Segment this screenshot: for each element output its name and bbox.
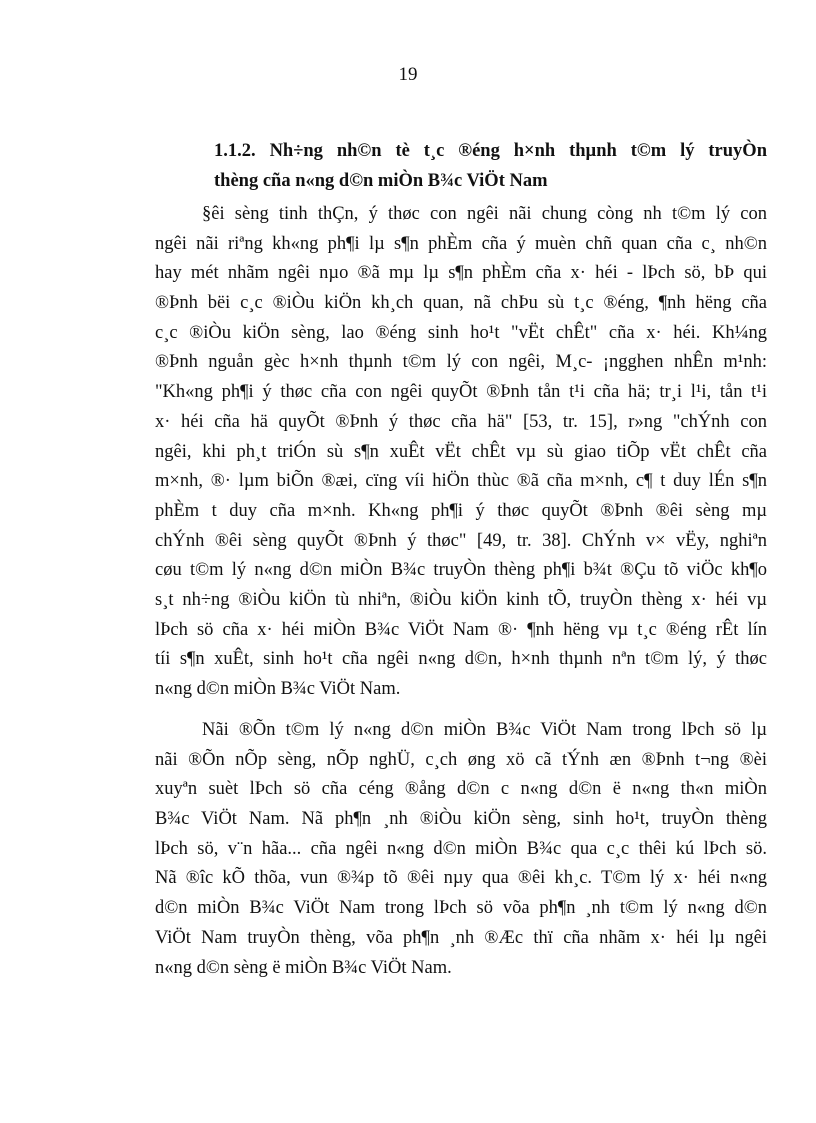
paragraph-line: chÝnh ®êi sèng quyÕt ®Þnh ý thøc" [49, tr. 38]. ChÝnh v× vËy, nghiªn [155, 530, 767, 551]
paragraph-line: §êi sèng tinh thÇn, ý thøc con ngêi nãi chung còng nh t©m lý con [202, 204, 767, 224]
paragraph-line: phÈm t duy cña m×nh. Kh«ng ph¶i ý thøc quyÕt ®Þnh ®êi sèng mµ [155, 500, 767, 521]
paragraph [155, 200, 767, 705]
paragraph-line: B¾c ViÖt Nam. Nã ph¶n ¸nh ®iÒu kiÖn sèng, sinh ho¹t, truyÒn thèng [155, 809, 767, 830]
paragraph-line: nãi ®Õn nÕp sèng, nÕp nghÜ, c¸ch øng xö cã tÝnh æn ®Þnh t¬ng ®èi [155, 749, 767, 770]
paragraph [155, 716, 767, 983]
section-heading [214, 136, 767, 196]
paragraph-line: Nãi ®Õn t©m lý n«ng d©n miÒn B¾c ViÖt Nam trong lÞch sö lµ [202, 720, 767, 740]
paragraph-line: s¸t nh÷ng ®iÒu kiÖn tù nhiªn, ®iÒu kiÖn kinh tÕ, truyÒn thèng x· héi vµ [155, 589, 767, 610]
paragraph-line: ngêi nãi riªng kh«ng ph¶i lµ s¶n phÈm cña ý muèn chñ quan cña c¸ nh©n [155, 233, 767, 254]
page-number: 19 [398, 64, 418, 85]
paragraph-line: tíi s¶n xuÊt, sinh ho¹t cña ngêi n«ng d©n, h×nh thµnh nªn t©m lý, ý thøc [155, 649, 767, 670]
paragraph-line: hay mét nhãm ngêi nµo ®ã mµ lµ s¶n phÈm cña x· héi - lÞch sö, bÞ qui [155, 263, 767, 284]
paragraph-line: "Kh«ng ph¶i ý thøc cña con ngêi quyÕt ®Þnh tån t¹i cña hä; tr¸i l¹i, tån t¹i [155, 382, 767, 403]
paragraph-line: Nã ®îc kÕ thõa, vun ®¾p tõ ®êi nµy qua ®êi kh¸c. T©m lý x· héi n«ng [155, 868, 767, 889]
section-heading-line: thèng cña n«ng d©n miÒn B¾c ViÖt Nam [214, 171, 548, 191]
paragraph-line: lÞch sö cña x· héi miÒn B¾c ViÖt Nam ®· ¶nh hëng vµ t¸c ®éng rÊt lín [155, 619, 767, 640]
paragraph-line: d©n miÒn B¾c ViÖt Nam trong lÞch sö võa ph¶n ¸nh t©m lý n«ng d©n [155, 898, 767, 919]
paragraph-line: ngêi, khi ph¸t triÓn sù s¶n xuÊt vËt chÊt vµ sù giao tiÕp vËt chÊt cña [155, 441, 767, 462]
paragraph-line: xuyªn suèt lÞch sö cña céng ®ång d©n c n«ng d©n ë n«ng th«n miÒn [155, 779, 767, 800]
paragraph-line: ViÖt Nam truyÒn thèng, võa ph¶n ¸nh ®Æc thï cña nhãm x· héi lµ ngêi [155, 927, 767, 948]
paragraph-line: ®Þnh bëi c¸c ®iÒu kiÖn kh¸ch quan, nã chÞu sù t¸c ®éng, ¶nh hëng cña [155, 293, 767, 314]
paragraph-line: n«ng d©n sèng ë miÒn B¾c ViÖt Nam. [155, 957, 452, 978]
paragraph-line: x· héi cña hä quyÕt ®Þnh ý thøc cña hä" [53, tr. 15], r»ng "chÝnh con [155, 411, 767, 432]
paragraph-line: c¸c ®iÒu kiÖn sèng, lao ®éng sinh ho¹t "vËt chÊt" cña x· héi. Kh¼ng [155, 322, 767, 343]
paragraph-line: lÞch sö, v¨n hãa... cña ngêi n«ng d©n miÒn B¾c qua c¸c thêi kú lÞch sö. [155, 838, 767, 859]
section-heading-line: 1.1.2. Nh÷ng nh©n tè t¸c ®éng h×nh thµnh t©m lý truyÒn [214, 141, 767, 161]
paragraph-line: n«ng d©n miÒn B¾c ViÖt Nam. [155, 679, 401, 699]
paragraph-line: ®Þnh nguån gèc h×nh thµnh t©m lý con ngêi, M¸c- ¡ngghen nhÊn m¹nh: [155, 352, 767, 373]
paragraph-line: m×nh, ®· lµm biÕn ®æi, cïng víi hiÖn thùc ®ã cña m×nh, c¶ t duy lÉn s¶n [155, 471, 767, 492]
paragraph-line: cøu t©m lý n«ng d©n miÒn B¾c truyÒn thèng ph¶i b¾t ®Çu tõ viÖc kh¶o [155, 560, 767, 581]
